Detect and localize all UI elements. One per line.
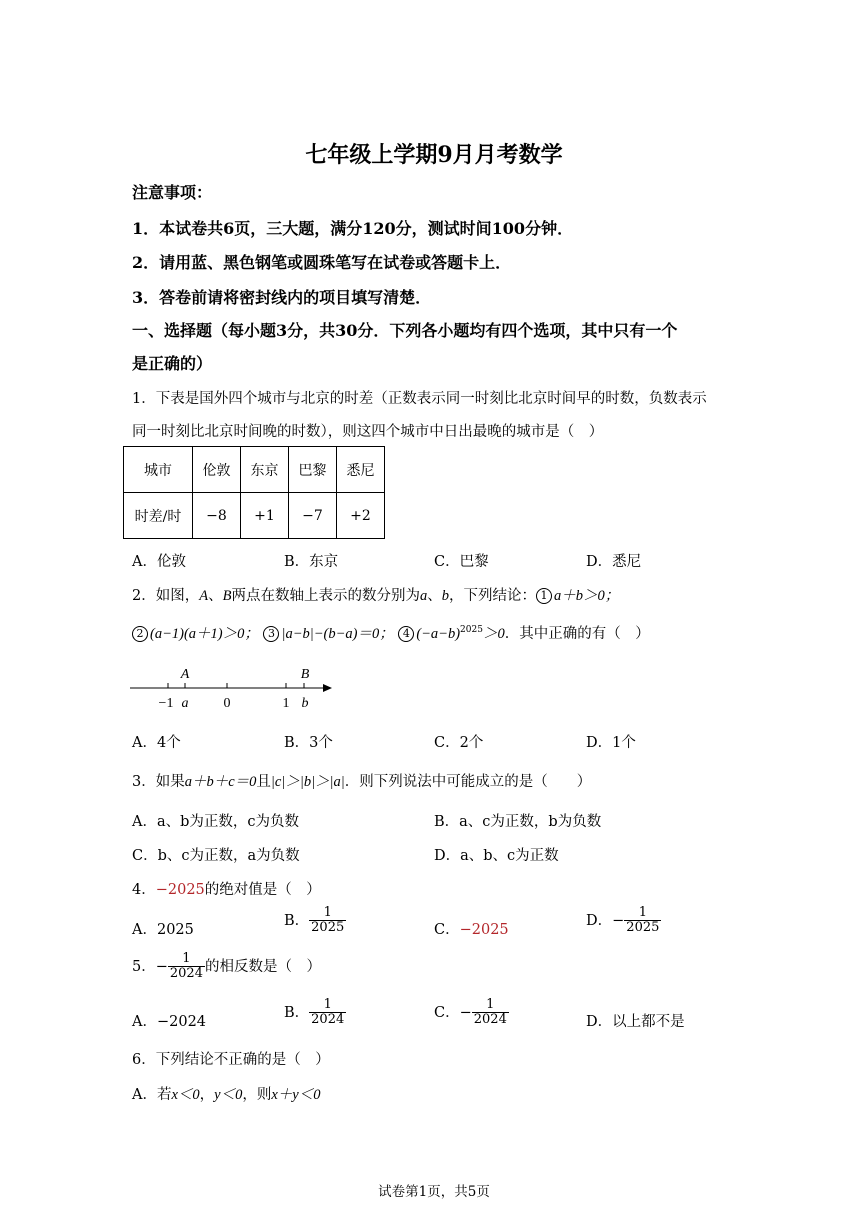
number-line-diagram: [128, 662, 338, 712]
point-label-a: A: [180, 667, 190, 682]
q4-option-a: A．2025: [132, 922, 194, 938]
q4-option-c: C．−2025: [434, 922, 509, 938]
q3-option-a: A．a、b为正数，c为负数: [132, 814, 300, 830]
section-heading-line2: 是正确的）: [132, 354, 213, 373]
table-cell: 悉尼: [337, 447, 385, 493]
page-title: 七年级上学期9月月考数学: [305, 142, 563, 168]
q4-option-b: B． $\frac{1}{2025}$: [284, 905, 345, 936]
fraction: $\frac{1}{2024}$: [169, 951, 203, 982]
q1-option-c: C．巴黎: [434, 554, 489, 570]
time-difference-table: [123, 446, 385, 539]
table-cell: +1: [241, 493, 289, 539]
q1-stem-line2: 同一时刻比北京时间晚的时数），则这四个城市中日出最晚的城市是（ ）: [132, 424, 604, 440]
table-row: [124, 493, 385, 539]
q3-option-d: D．a、b、c为正数: [434, 848, 559, 864]
q1-option-a: A．伦敦: [132, 554, 186, 570]
notice-item-1: 1．本试卷共6页，三大题，满分120分，测试时间100分钟．: [132, 219, 574, 238]
notice-item-2: 2．请用蓝、黑色钢笔或圆珠笔写在试卷或答题卡上．: [132, 253, 512, 272]
q2-option-c: C．2个: [434, 735, 484, 751]
q1-option-b: B．东京: [284, 554, 339, 570]
q6-stem: 6．下列结论不正确的是（ ）: [132, 1052, 330, 1068]
circled-number: 4: [398, 626, 414, 642]
tick-label-0: 0: [223, 696, 231, 711]
tick-label-neg1: −1: [158, 696, 174, 711]
fraction: $\frac{1}{2025}$: [311, 905, 345, 936]
q3-option-b: B．a、c为正数，b为负数: [434, 814, 602, 830]
circled-number: 1: [536, 588, 552, 604]
notice-heading: 注意事项：: [132, 183, 213, 202]
q5-stem: 5．− $\frac{1}{2024}$ 的相反数是（ ）: [132, 951, 321, 982]
page-footer: 试卷第1页，共5页: [378, 1184, 490, 1200]
q5-option-a: A．−2024: [132, 1014, 207, 1030]
tick-label-1: 1: [282, 696, 290, 711]
q2-stem-line2: 2 (a−1)(a＋1)＞0； 3 |a−b|−(b−a)＝0； 4 $(-a-b)^{2025}>0$．其中正确的有（ ）: [132, 622, 650, 643]
table-cell: 巴黎: [289, 447, 337, 493]
q5-option-b: B． $\frac{1}{2024}$: [284, 997, 345, 1028]
circled-number: 3: [263, 626, 279, 642]
q6-option-a: A．若x＜0，y＜0，则x＋y＜0: [132, 1087, 321, 1103]
section-heading-line1: 一、选择题（每小题3分，共30分．下列各小题均有四个选项，其中只有一个: [132, 321, 678, 340]
fraction: $\frac{1}{2024}$: [311, 997, 345, 1028]
q3-option-c: C．b、c为正数，a为负数: [132, 848, 300, 864]
q2-option-d: D．1个: [586, 735, 636, 751]
q4-option-d: D．− $\frac{1}{2025}$: [586, 905, 660, 936]
circled-number: 2: [132, 626, 148, 642]
q5-option-c: C．− $\frac{1}{2024}$: [434, 997, 507, 1028]
q4-stem: 4．−2025的绝对值是（ ）: [132, 882, 321, 898]
notice-item-3: 3．答卷前请将密封线内的项目填写清楚．: [132, 288, 432, 307]
point-label-b: B: [300, 667, 310, 682]
table-cell: −8: [193, 493, 241, 539]
table-cell: 东京: [241, 447, 289, 493]
q5-option-d: D．以上都不是: [586, 1014, 685, 1030]
tick-label-b: b: [301, 696, 309, 711]
q3-stem: 3．如果a＋b＋c＝0且|c|＞|b|＞|a|．则下列说法中可能成立的是（ ）: [132, 774, 592, 790]
q1-stem-line1: 1．下表是国外四个城市与北京的时差（正数表示同一时刻比北京时间早的时数，负数表示: [132, 391, 707, 407]
table-cell: 伦敦: [193, 447, 241, 493]
arrow-icon: [323, 684, 332, 692]
tick-label-a: a: [181, 696, 189, 711]
q2-option-a: A．4个: [132, 735, 181, 751]
q1-option-d: D．悉尼: [586, 554, 642, 570]
table-cell: −7: [289, 493, 337, 539]
table-cell: 城市: [124, 447, 193, 493]
fraction: $\frac{1}{2024}$: [473, 997, 507, 1028]
table-row: [124, 447, 385, 493]
q2-stem-line1: 2．如图，A、B两点在数轴上表示的数分别为a、b，下列结论： 1 a＋b＞0；: [132, 588, 620, 604]
table-cell: +2: [337, 493, 385, 539]
fraction: $\frac{1}{2025}$: [626, 905, 660, 936]
q2-option-b: B．3个: [284, 735, 333, 751]
table-cell: 时差/时: [124, 493, 193, 539]
